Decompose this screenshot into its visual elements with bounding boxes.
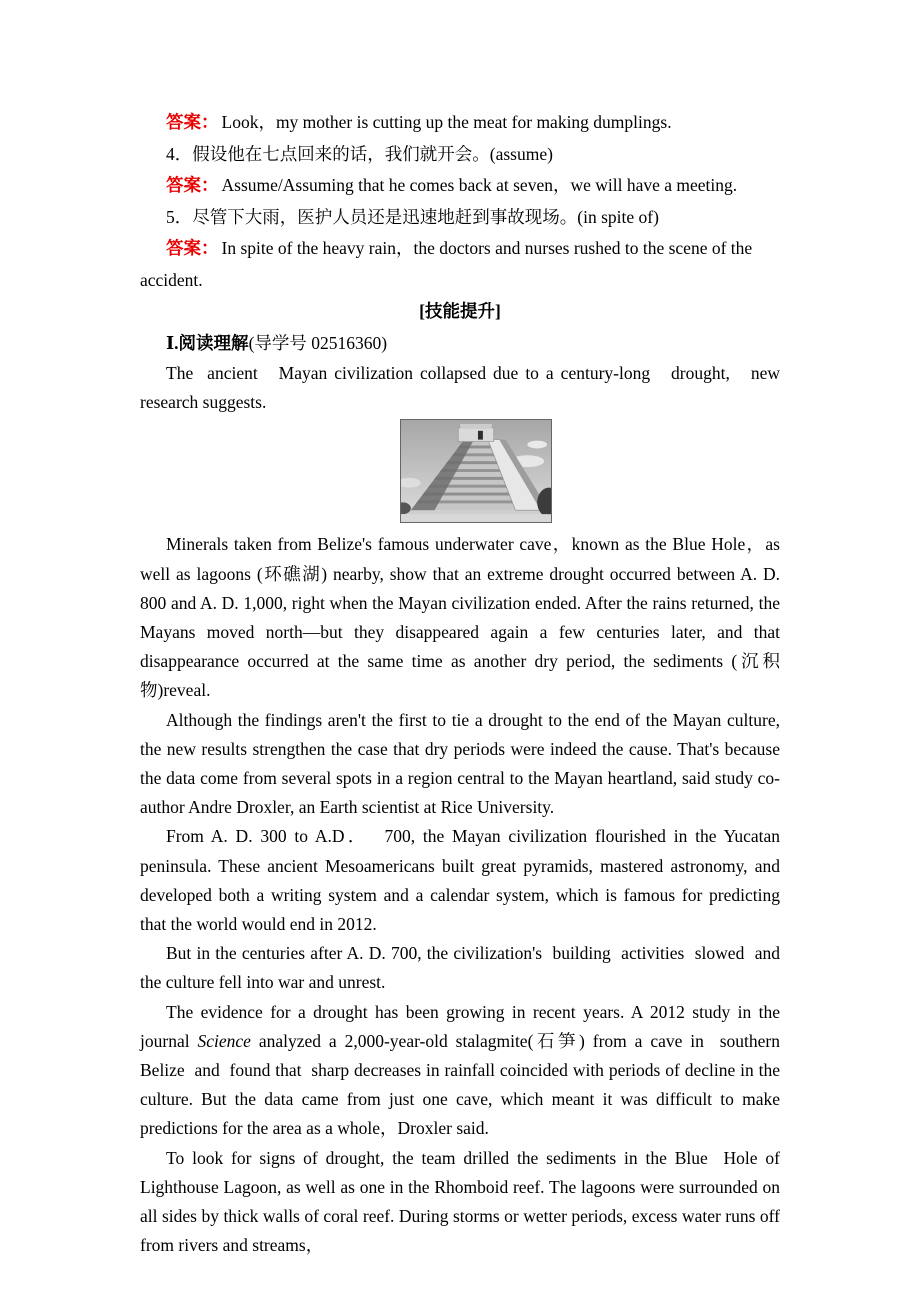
answer-text: Look，my mother is cutting up the meat for making dumplings. bbox=[221, 112, 672, 132]
answer-line bbox=[140, 107, 780, 139]
answer-line bbox=[140, 233, 780, 296]
temple-top bbox=[458, 428, 494, 442]
foreground-ground bbox=[401, 515, 551, 523]
question-text: 4．假设他在七点回来的话，我们就开会。(assume) bbox=[166, 143, 553, 164]
temple-door bbox=[478, 431, 483, 440]
question-text: 5．尽管下大雨，医护人员还是迅速地赶到事故现场。(in spite of) bbox=[166, 206, 659, 227]
reading-heading-code: (导学号 02516360) bbox=[248, 332, 388, 353]
cloud bbox=[527, 441, 547, 449]
passage-paragraph: From A. D. 300 to A.D． 700, the Mayan civilization flourished in the Yucatan peninsula. These ancient Mesoamericans built great pyramids, mastered astronomy, and developed both a writing system and a calendar system, which is famous for predicting that the world would end in 2012. bbox=[140, 826, 785, 935]
paragraph-text: analyzed a 2,000-year-old stalagmite(石笋) from a cave in southern Belize and found that sharp decreases in rainfall coincided with periods of decline in the culture. But the data came from just one cave, which meant it was difficult to make predictions for the area as a whole，Droxler said. bbox=[140, 1030, 789, 1139]
section-header: [技能提升] bbox=[419, 301, 501, 321]
qa-section bbox=[140, 107, 780, 296]
question-line bbox=[140, 139, 780, 171]
question-line bbox=[140, 202, 780, 234]
paragraph-text: The evidence for a drought has been growing in recent years. A 2012 study in the journal bbox=[140, 1001, 785, 1051]
answer-text: In spite of the heavy rain，the doctors and nurses rushed to the scene of the accident. bbox=[140, 238, 757, 290]
mayan-pyramid-photo bbox=[400, 419, 552, 523]
answer-label: 答案： bbox=[166, 238, 219, 258]
passage-paragraph: But in the centuries after A. D. 700, the civilization's building activities slowed and the culture fell into war and unrest. bbox=[140, 943, 785, 993]
answer-label: 答案： bbox=[166, 112, 219, 132]
passage-paragraph: To look for signs of drought, the team drilled the sediments in the Blue Hole of Lighthouse Lagoon, as well as one in the Rhomboid reef. The lagoons were surrounded on all sides by thick walls of coral reef. During storms or wetter periods, excess water runs off from rivers and streams， bbox=[140, 1147, 785, 1256]
reading-heading bbox=[140, 328, 780, 360]
passage-intro: The ancient Mayan civilization collapsed due to a century-long drought, new research suggests. bbox=[140, 363, 785, 413]
mayan-pyramid-image bbox=[401, 420, 551, 522]
temple-roof bbox=[460, 424, 492, 429]
passage-paragraph bbox=[140, 998, 789, 1144]
passage-paragraph: Minerals taken from Belize's famous underwater cave，known as the Blue Hole，as well as lagoons (环礁湖) nearby, show that an extreme drought occurred between A. D. 800 and A. D. 1,000, right when the Mayan civilization ended. After the rains returned, the Mayans moved north—but they disappeared again a few centuries later, and that disappearance occurred at the same time as another dry period, the sediments (沉积物)reveal. bbox=[140, 534, 785, 701]
journal-name-italic: Science bbox=[197, 1030, 251, 1051]
answer-text: Assume/Assuming that he comes back at seven，we will have a meeting. bbox=[221, 175, 738, 195]
answer-line bbox=[140, 170, 780, 202]
reading-passage bbox=[140, 359, 789, 1260]
reading-heading-title: Ⅰ.阅读理解 bbox=[166, 332, 249, 353]
passage-paragraph: Although the findings aren't the first to tie a drought to the end of the Mayan culture, the new results strengthen the case that dry periods were indeed the cause. That's because the data come from several spots in a region central to the Mayan heartland, said study co-author Andre Droxler, an Earth scientist at Rice University. bbox=[140, 709, 785, 818]
answer-label: 答案： bbox=[166, 175, 219, 195]
